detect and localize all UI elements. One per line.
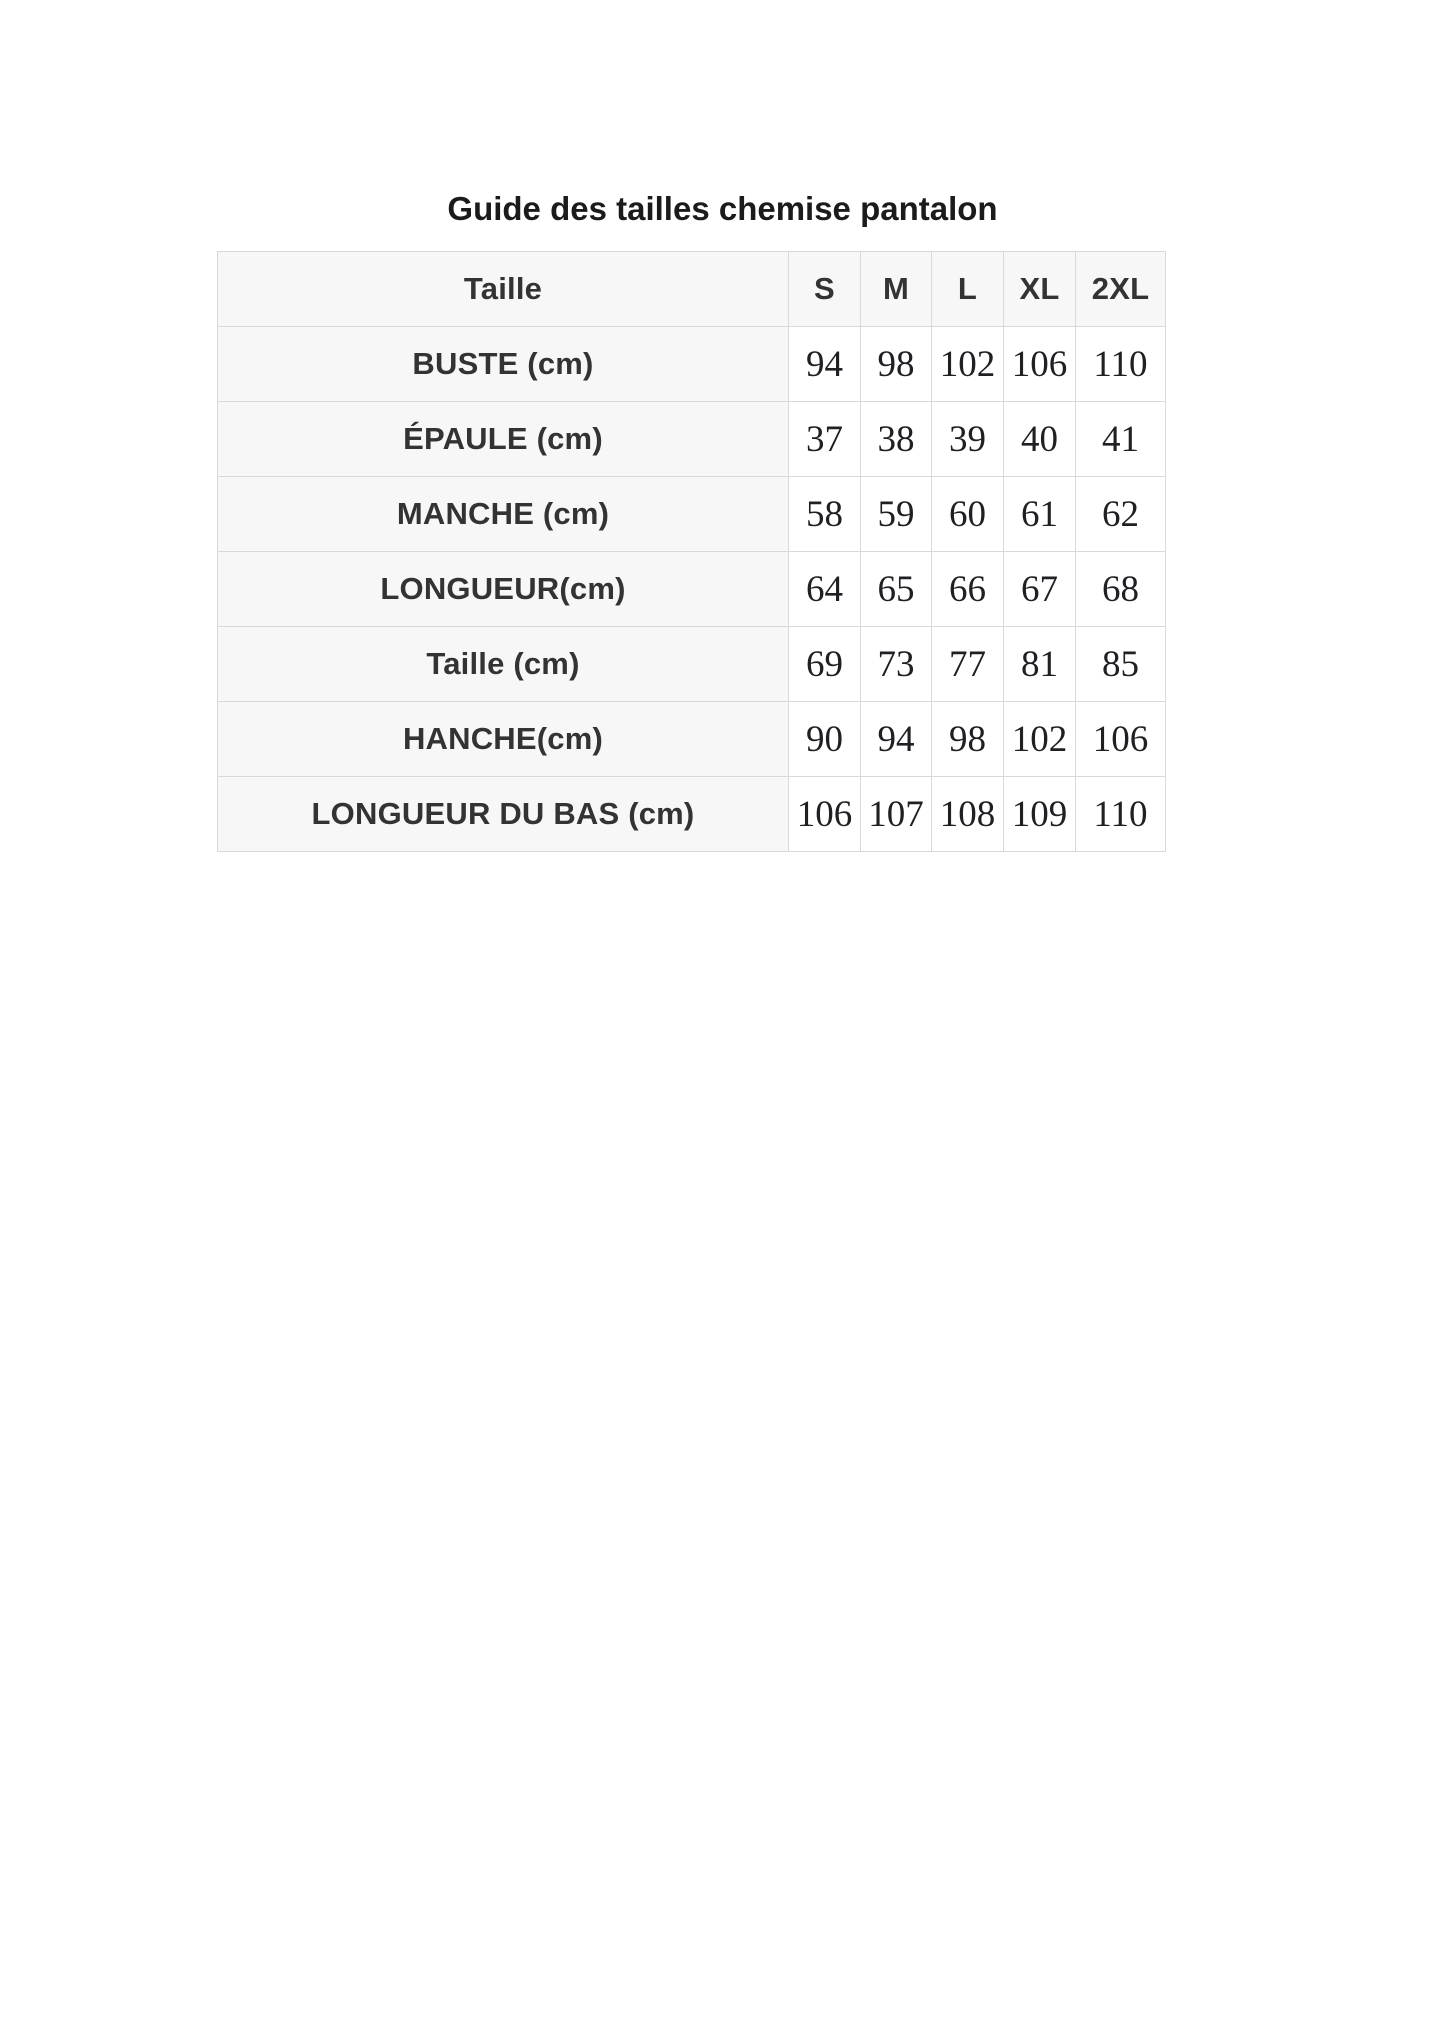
row-label: LONGUEUR DU BAS (cm) (218, 777, 789, 852)
size-value: 77 (932, 627, 1004, 702)
size-value: 59 (861, 477, 932, 552)
size-value: 64 (789, 552, 861, 627)
size-value: 106 (789, 777, 861, 852)
size-value: 69 (789, 627, 861, 702)
row-label: BUSTE (cm) (218, 327, 789, 402)
size-value: 60 (932, 477, 1004, 552)
size-value: 67 (1004, 552, 1076, 627)
column-header-taille: Taille (218, 252, 789, 327)
size-value: 106 (1004, 327, 1076, 402)
column-header-size-l: L (932, 252, 1004, 327)
size-value: 110 (1076, 777, 1166, 852)
size-value: 102 (932, 327, 1004, 402)
size-value: 68 (1076, 552, 1166, 627)
size-value: 90 (789, 702, 861, 777)
size-value: 40 (1004, 402, 1076, 477)
size-value: 94 (861, 702, 932, 777)
size-value: 108 (932, 777, 1004, 852)
column-header-size-xl: XL (1004, 252, 1076, 327)
size-value: 38 (861, 402, 932, 477)
size-value: 107 (861, 777, 932, 852)
size-value: 110 (1076, 327, 1166, 402)
column-header-size-m: M (861, 252, 932, 327)
size-value: 37 (789, 402, 861, 477)
column-header-size-2xl: 2XL (1076, 252, 1166, 327)
size-value: 81 (1004, 627, 1076, 702)
table-row-epaule (218, 402, 1166, 477)
table-row-longueur (218, 552, 1166, 627)
row-label: MANCHE (cm) (218, 477, 789, 552)
size-value: 66 (932, 552, 1004, 627)
size-value: 109 (1004, 777, 1076, 852)
column-header-size-s: S (789, 252, 861, 327)
size-value: 106 (1076, 702, 1166, 777)
size-value: 94 (789, 327, 861, 402)
size-value: 61 (1004, 477, 1076, 552)
size-value: 102 (1004, 702, 1076, 777)
size-value: 98 (861, 327, 932, 402)
size-value: 73 (861, 627, 932, 702)
table-row-buste (218, 327, 1166, 402)
table-row-longueur-du-bas (218, 777, 1166, 852)
table-row-taille-cm (218, 627, 1166, 702)
size-value: 65 (861, 552, 932, 627)
size-value: 85 (1076, 627, 1166, 702)
page-title: Guide des tailles chemise pantalon (447, 190, 998, 227)
row-label: Taille (cm) (218, 627, 789, 702)
size-value: 58 (789, 477, 861, 552)
size-value: 41 (1076, 402, 1166, 477)
table-row-hanche (218, 702, 1166, 777)
row-label: HANCHE(cm) (218, 702, 789, 777)
table-header-row (218, 252, 1166, 327)
table-row-manche (218, 477, 1166, 552)
size-value: 98 (932, 702, 1004, 777)
size-value: 62 (1076, 477, 1166, 552)
size-value: 39 (932, 402, 1004, 477)
size-guide-table (217, 251, 1166, 852)
row-label: ÉPAULE (cm) (218, 402, 789, 477)
size-guide-table-container (217, 251, 1445, 852)
row-label: LONGUEUR(cm) (218, 552, 789, 627)
